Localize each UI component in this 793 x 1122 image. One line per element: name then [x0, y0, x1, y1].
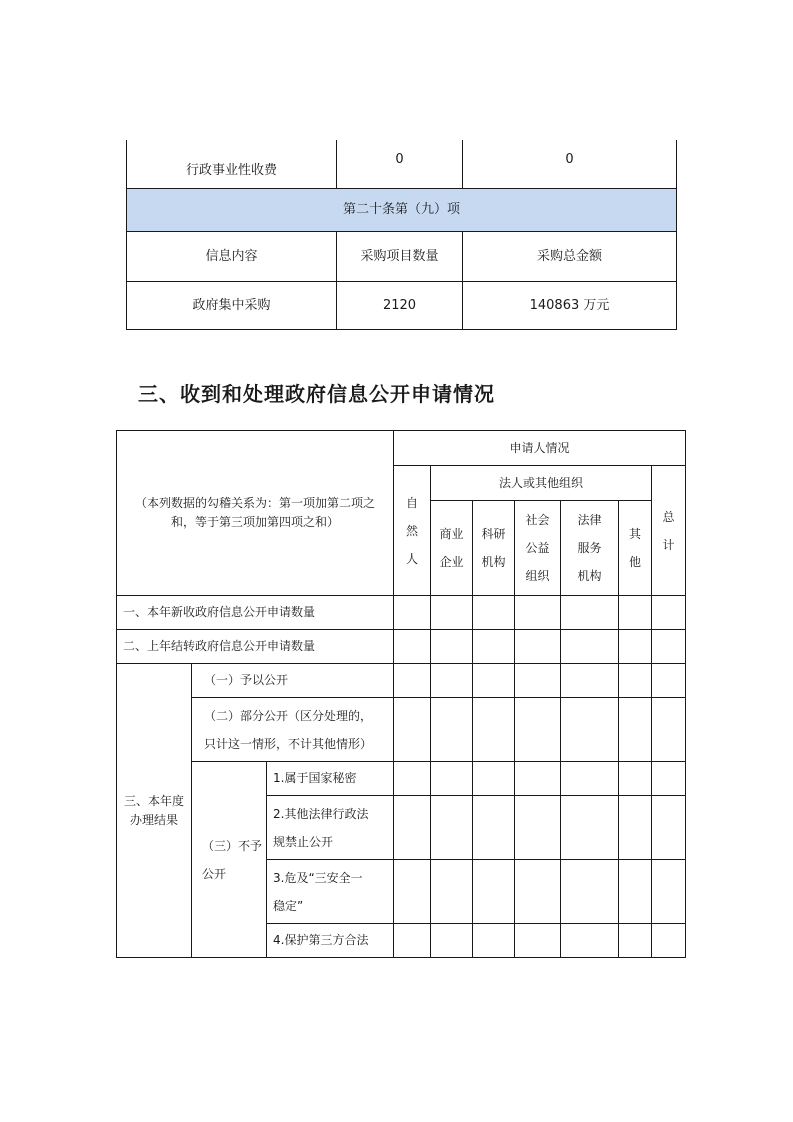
- row-law-prohibited: 2.其他法律行政法 规禁止公开: [267, 796, 394, 860]
- fee-value-1: 0: [337, 140, 463, 188]
- row-carried-over: 二、上年结转政府信息公开申请数量: [117, 630, 394, 664]
- procure-amount: 140863 万元: [463, 281, 677, 329]
- table-row: [127, 140, 677, 188]
- note-line-2: 和，等于第三项加第四项之和）: [171, 515, 340, 529]
- fee-value-2: 0: [463, 140, 677, 188]
- row-new-applications: 一、本年新收政府信息公开申请数量: [117, 596, 394, 630]
- applicant-header: 申请人情况: [394, 431, 686, 466]
- section-heading: 三、收到和处理政府信息公开申请情况: [138, 382, 495, 406]
- table-row: [127, 188, 677, 231]
- row-state-secret: 1.属于国家秘密: [267, 762, 394, 796]
- table-row: [117, 431, 686, 466]
- not-public-label: （三）不予 公开: [192, 762, 267, 958]
- header-count: 采购项目数量: [337, 231, 463, 281]
- note-line-1: （本列数据的勾稽关系为：第一项加第二项之: [135, 496, 376, 510]
- procure-count: 2120: [337, 281, 463, 329]
- result-label: 三、本年度 办理结果: [117, 664, 192, 958]
- relationship-note: [117, 431, 394, 596]
- section-header: 第二十条第（九）项: [127, 188, 677, 231]
- research-header: 科研 机构: [473, 501, 515, 596]
- row-third-party: 4.保护第三方合法: [267, 924, 394, 958]
- header-content: 信息内容: [127, 231, 337, 281]
- row-safety: 3.危及“三安全一 稳定”: [267, 860, 394, 924]
- procure-label: 政府集中采购: [127, 281, 337, 329]
- legal-orgs-header: 法人或其他组织: [431, 466, 652, 501]
- table-row: [127, 231, 677, 281]
- row-public: （一）予以公开: [192, 664, 394, 698]
- application-table: [116, 430, 686, 958]
- table-row: [117, 596, 686, 630]
- procurement-table: [126, 140, 677, 330]
- table-row: [117, 664, 686, 698]
- other-header: 其 他: [619, 501, 652, 596]
- legal-service-header: 法律 服务 机构: [561, 501, 619, 596]
- total-header: 总 计: [652, 466, 686, 596]
- natural-person-header: 自 然 人: [394, 466, 431, 596]
- table-row: [117, 698, 686, 762]
- header-amount: 采购总金额: [463, 231, 677, 281]
- fee-label: 行政事业性收费: [127, 140, 337, 188]
- social-header: 社会 公益 组织: [515, 501, 561, 596]
- row-partial: （二）部分公开（区分处理的， 只计这一情形，不计其他情形）: [192, 698, 394, 762]
- table-row: [117, 630, 686, 664]
- table-row: [127, 281, 677, 329]
- business-header: 商业 企业: [431, 501, 473, 596]
- table-row: [117, 762, 686, 796]
